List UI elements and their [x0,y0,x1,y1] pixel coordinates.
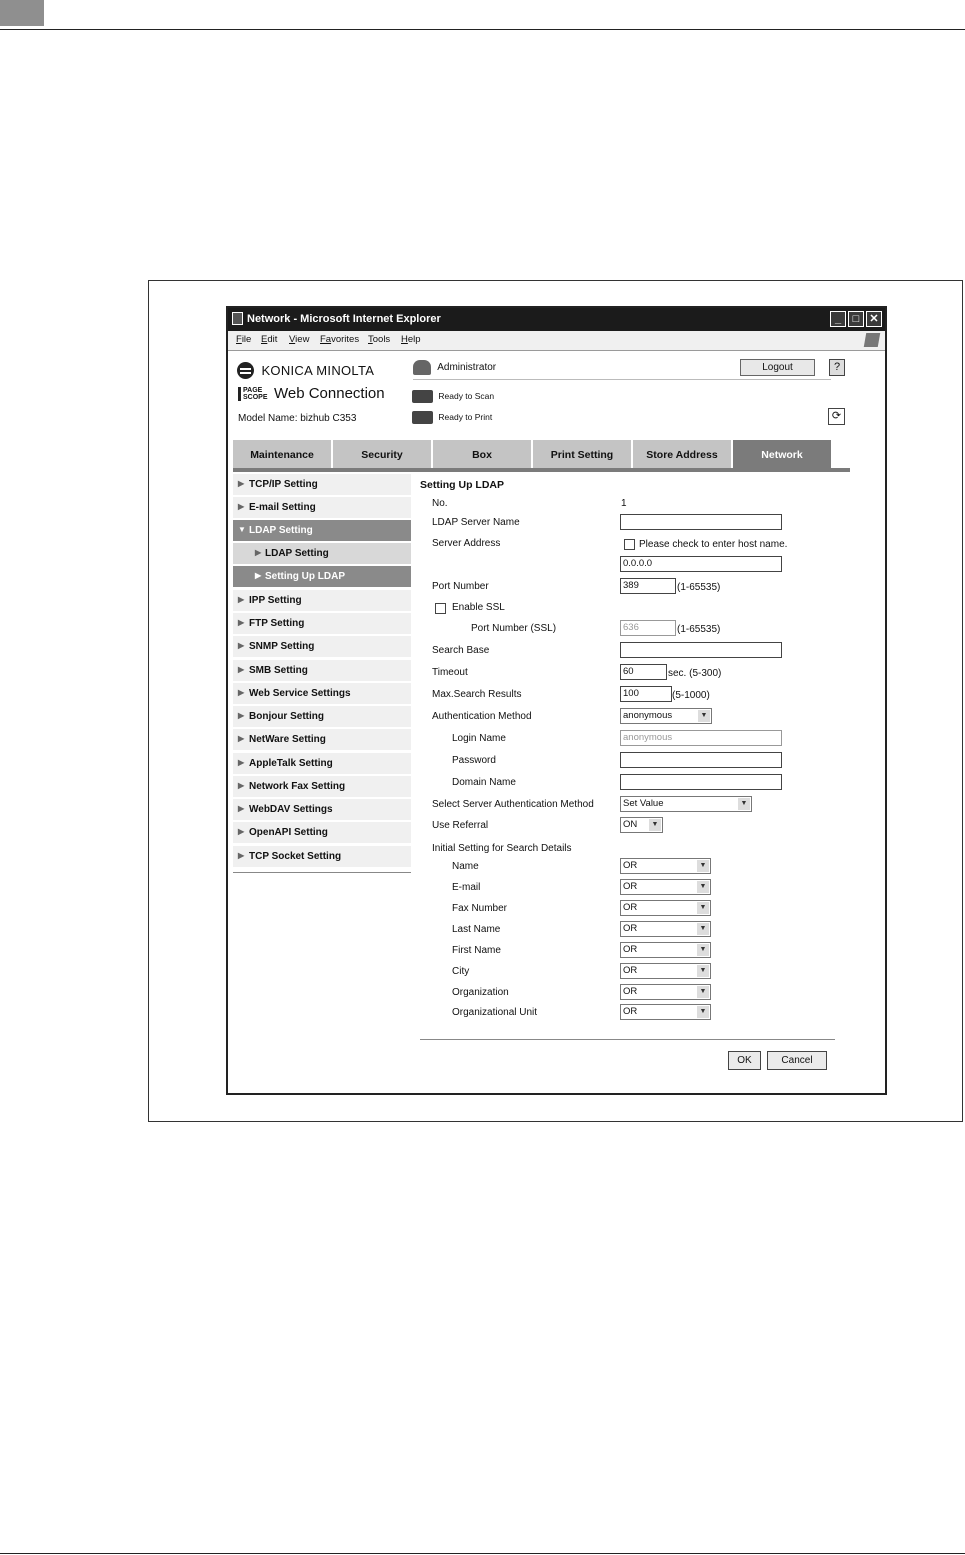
arrow-down-icon: ▼ [238,525,246,534]
print-status [412,411,492,424]
search-last-name-select[interactable]: OR ▼ [620,921,711,937]
search-name-label: Name [452,861,479,872]
search-email-select[interactable]: OR ▼ [620,879,711,895]
menu-favorites[interactable]: Favorites [320,334,360,345]
arrow-right-icon: ▶ [255,548,262,557]
logout-button[interactable]: Logout [740,359,815,376]
sidebar-divider [233,872,411,873]
arrow-right-icon: ▶ [238,688,245,697]
header-divider [413,379,831,380]
search-first-name-select[interactable]: OR ▼ [620,942,711,958]
chevron-down-icon: ▼ [697,944,709,956]
chevron-down-icon: ▼ [697,923,709,935]
web-connection-logo [238,385,385,403]
arrow-right-icon: ▶ [238,827,245,836]
search-last-name-label: Last Name [452,924,501,935]
scan-status [412,390,494,403]
sidebar-item-ldap[interactable]: ▼ LDAP Setting [233,520,411,542]
search-details-label: Initial Setting for Search Details [432,843,572,854]
form-title: Setting Up LDAP [420,479,504,491]
window-title: Network - Microsoft Internet Explorer [247,313,441,325]
chevron-down-icon: ▼ [697,902,709,914]
domain-label: Domain Name [452,777,516,788]
title-bar [228,308,885,331]
chevron-down-icon: ▼ [698,710,710,722]
search-name-select[interactable]: OR ▼ [620,858,711,874]
enable-ssl-label: Enable SSL [452,602,505,613]
arrow-right-icon: ▶ [238,479,245,488]
server-address-input[interactable]: 0.0.0.0 [620,556,782,572]
help-button[interactable]: ? [829,359,845,376]
page-number-tab [0,0,44,26]
referral-select[interactable]: ON ▼ [620,817,663,833]
menu-bar [228,331,885,351]
max-results-range: (5-1000) [672,690,710,701]
search-city-select[interactable]: OR ▼ [620,963,711,979]
password-label: Password [452,755,496,766]
tab-box[interactable]: Box [433,440,533,468]
menu-file[interactable]: File [236,334,252,345]
ok-button[interactable]: OK [728,1051,761,1070]
auth-method-label: Authentication Method [432,711,532,722]
search-organization-label: Organization [452,987,509,998]
menu-edit[interactable]: Edit [261,334,278,345]
form-divider [420,1039,835,1040]
minimize-button[interactable]: _ [830,311,846,327]
menu-tools[interactable]: Tools [368,334,391,345]
search-email-label: E-mail [452,882,481,893]
sidebar-item-webdav[interactable]: ▶ WebDAV Settings [233,799,411,821]
search-org-unit-select[interactable]: OR ▼ [620,1004,711,1020]
tab-store-address[interactable]: Store Address [633,440,733,468]
refresh-button[interactable]: ⟳ [828,408,845,425]
tab-security[interactable]: Security [333,440,433,468]
arrow-right-icon: ▶ [238,781,245,790]
arrow-right-icon: ▶ [238,804,245,813]
arrow-right-icon: ▶ [238,758,245,767]
arrow-right-icon: ▶ [238,851,245,860]
arrow-right-icon: ▶ [238,595,245,604]
close-button[interactable]: ✕ [866,311,882,327]
max-results-label: Max.Search Results [432,689,522,700]
timeout-input[interactable]: 60 [620,664,667,680]
search-org-unit-label: Organizational Unit [452,1007,538,1018]
user-indicator [413,360,496,375]
max-results-input[interactable]: 100 [620,686,672,702]
konica-logo-icon [237,362,254,379]
page-footer-rule [0,1553,965,1554]
sidebar-item-web-service[interactable]: ▶ Web Service Settings [233,683,411,705]
sidebar-item-bonjour[interactable]: ▶ Bonjour Setting [233,706,411,728]
arrow-right-icon: ▶ [238,641,245,650]
cancel-button[interactable]: Cancel [767,1051,827,1070]
print-status-text: Ready to Print [438,411,493,422]
tab-maintenance[interactable]: Maintenance [233,440,333,468]
search-base-input[interactable] [620,642,782,658]
host-name-checkbox[interactable] [624,539,635,550]
chevron-down-icon: ▼ [697,881,709,893]
chevron-down-icon: ▼ [697,986,709,998]
sidebar-item-email[interactable]: ▶ E-mail Setting [233,497,411,519]
sidebar-item-netware[interactable]: ▶ NetWare Setting [233,729,411,751]
brand-name: KONICA MINOLTA [261,363,375,379]
server-name-input[interactable] [620,514,782,530]
arrow-right-icon: ▶ [238,665,245,674]
pagescope-logo-icon: PAGE SCOPE [238,387,268,401]
maximize-button[interactable]: □ [848,311,864,327]
search-fax-label: Fax Number [452,903,508,914]
menu-view[interactable]: View [289,334,310,345]
main-tabs [233,440,833,468]
tab-network[interactable]: Network [733,440,833,468]
sidebar-item-ipp[interactable]: ▶ IPP Setting [233,590,411,612]
port-range: (1-65535) [677,582,721,593]
no-label: No. [432,498,448,509]
timeout-label: Timeout [432,667,468,678]
chevron-down-icon: ▼ [738,798,750,810]
search-base-label: Search Base [432,645,490,656]
page-content [230,351,883,1093]
sidebar-item-tcp-socket[interactable]: ▶ TCP Socket Setting [233,846,411,868]
search-city-label: City [452,966,470,977]
sidebar-item-smb[interactable]: ▶ SMB Setting [233,660,411,682]
sidebar-item-tcpip[interactable]: ▶ TCP/IP Setting [233,474,411,496]
user-name: Administrator [437,362,497,374]
chevron-down-icon: ▼ [697,1006,709,1018]
server-auth-label: Select Server Authentication Method [432,799,594,810]
host-name-checkbox-label: Please check to enter host name. [639,539,788,550]
no-value: 1 [621,498,627,509]
tab-print-setting[interactable]: Print Setting [533,440,633,468]
server-name-label: LDAP Server Name [432,517,520,528]
sidebar-item-appletalk[interactable]: ▶ AppleTalk Setting [233,753,411,775]
auth-method-select[interactable]: anonymous ▼ [620,708,712,724]
sidebar-subitem-ldap-setting[interactable]: ▶ LDAP Setting [233,543,411,565]
printer-icon [412,411,433,424]
administrator-icon [413,360,431,375]
menu-help[interactable]: Help [401,334,421,345]
web-connection-title: Web Connection [273,385,385,403]
search-first-name-label: First Name [452,945,501,956]
ssl-port-input[interactable]: 636 [620,620,676,636]
arrow-right-icon: ▶ [238,734,245,743]
sidebar-item-network-fax[interactable]: ▶ Network Fax Setting [233,776,411,798]
chevron-down-icon: ▼ [649,819,661,831]
sidebar-item-openapi[interactable]: ▶ OpenAPI Setting [233,822,411,844]
sidebar-item-snmp[interactable]: ▶ SNMP Setting [233,636,411,658]
scanner-icon [412,390,433,403]
server-address-label: Server Address [432,538,501,549]
domain-input[interactable] [620,774,782,790]
chevron-down-icon: ▼ [697,860,709,872]
search-fax-select[interactable]: OR ▼ [620,900,711,916]
ie-icon [232,312,243,325]
chevron-down-icon: ▼ [697,965,709,977]
server-auth-select[interactable]: Set Value ▼ [620,796,752,812]
referral-label: Use Referral [432,820,489,831]
login-name-input[interactable]: anonymous [620,730,782,746]
password-input[interactable] [620,752,782,768]
port-label: Port Number [432,581,489,592]
login-name-label: Login Name [452,733,506,744]
sidebar-item-ftp[interactable]: ▶ FTP Setting [233,613,411,635]
search-organization-select[interactable]: OR ▼ [620,984,711,1000]
ssl-port-label: Port Number (SSL) [471,623,557,634]
arrow-right-icon: ▶ [238,502,245,511]
arrow-right-icon: ▶ [238,711,245,720]
arrow-right-icon: ▶ [238,618,245,627]
timeout-range: sec. (5-300) [668,668,722,679]
arrow-right-icon: ▶ [255,571,262,580]
scan-status-text: Ready to Scan [438,390,495,401]
ssl-port-range: (1-65535) [677,624,721,635]
page-header-rule [0,29,965,30]
enable-ssl-checkbox[interactable] [435,603,446,614]
windows-logo-icon [864,333,880,347]
port-input[interactable]: 389 [620,578,676,594]
tab-underline [233,468,850,472]
browser-window [226,306,887,1095]
konica-minolta-logo [237,362,374,380]
model-name: Model Name: bizhub C353 [238,413,357,424]
sidebar-subitem-setting-up-ldap[interactable]: ▶ Setting Up LDAP [233,566,411,588]
